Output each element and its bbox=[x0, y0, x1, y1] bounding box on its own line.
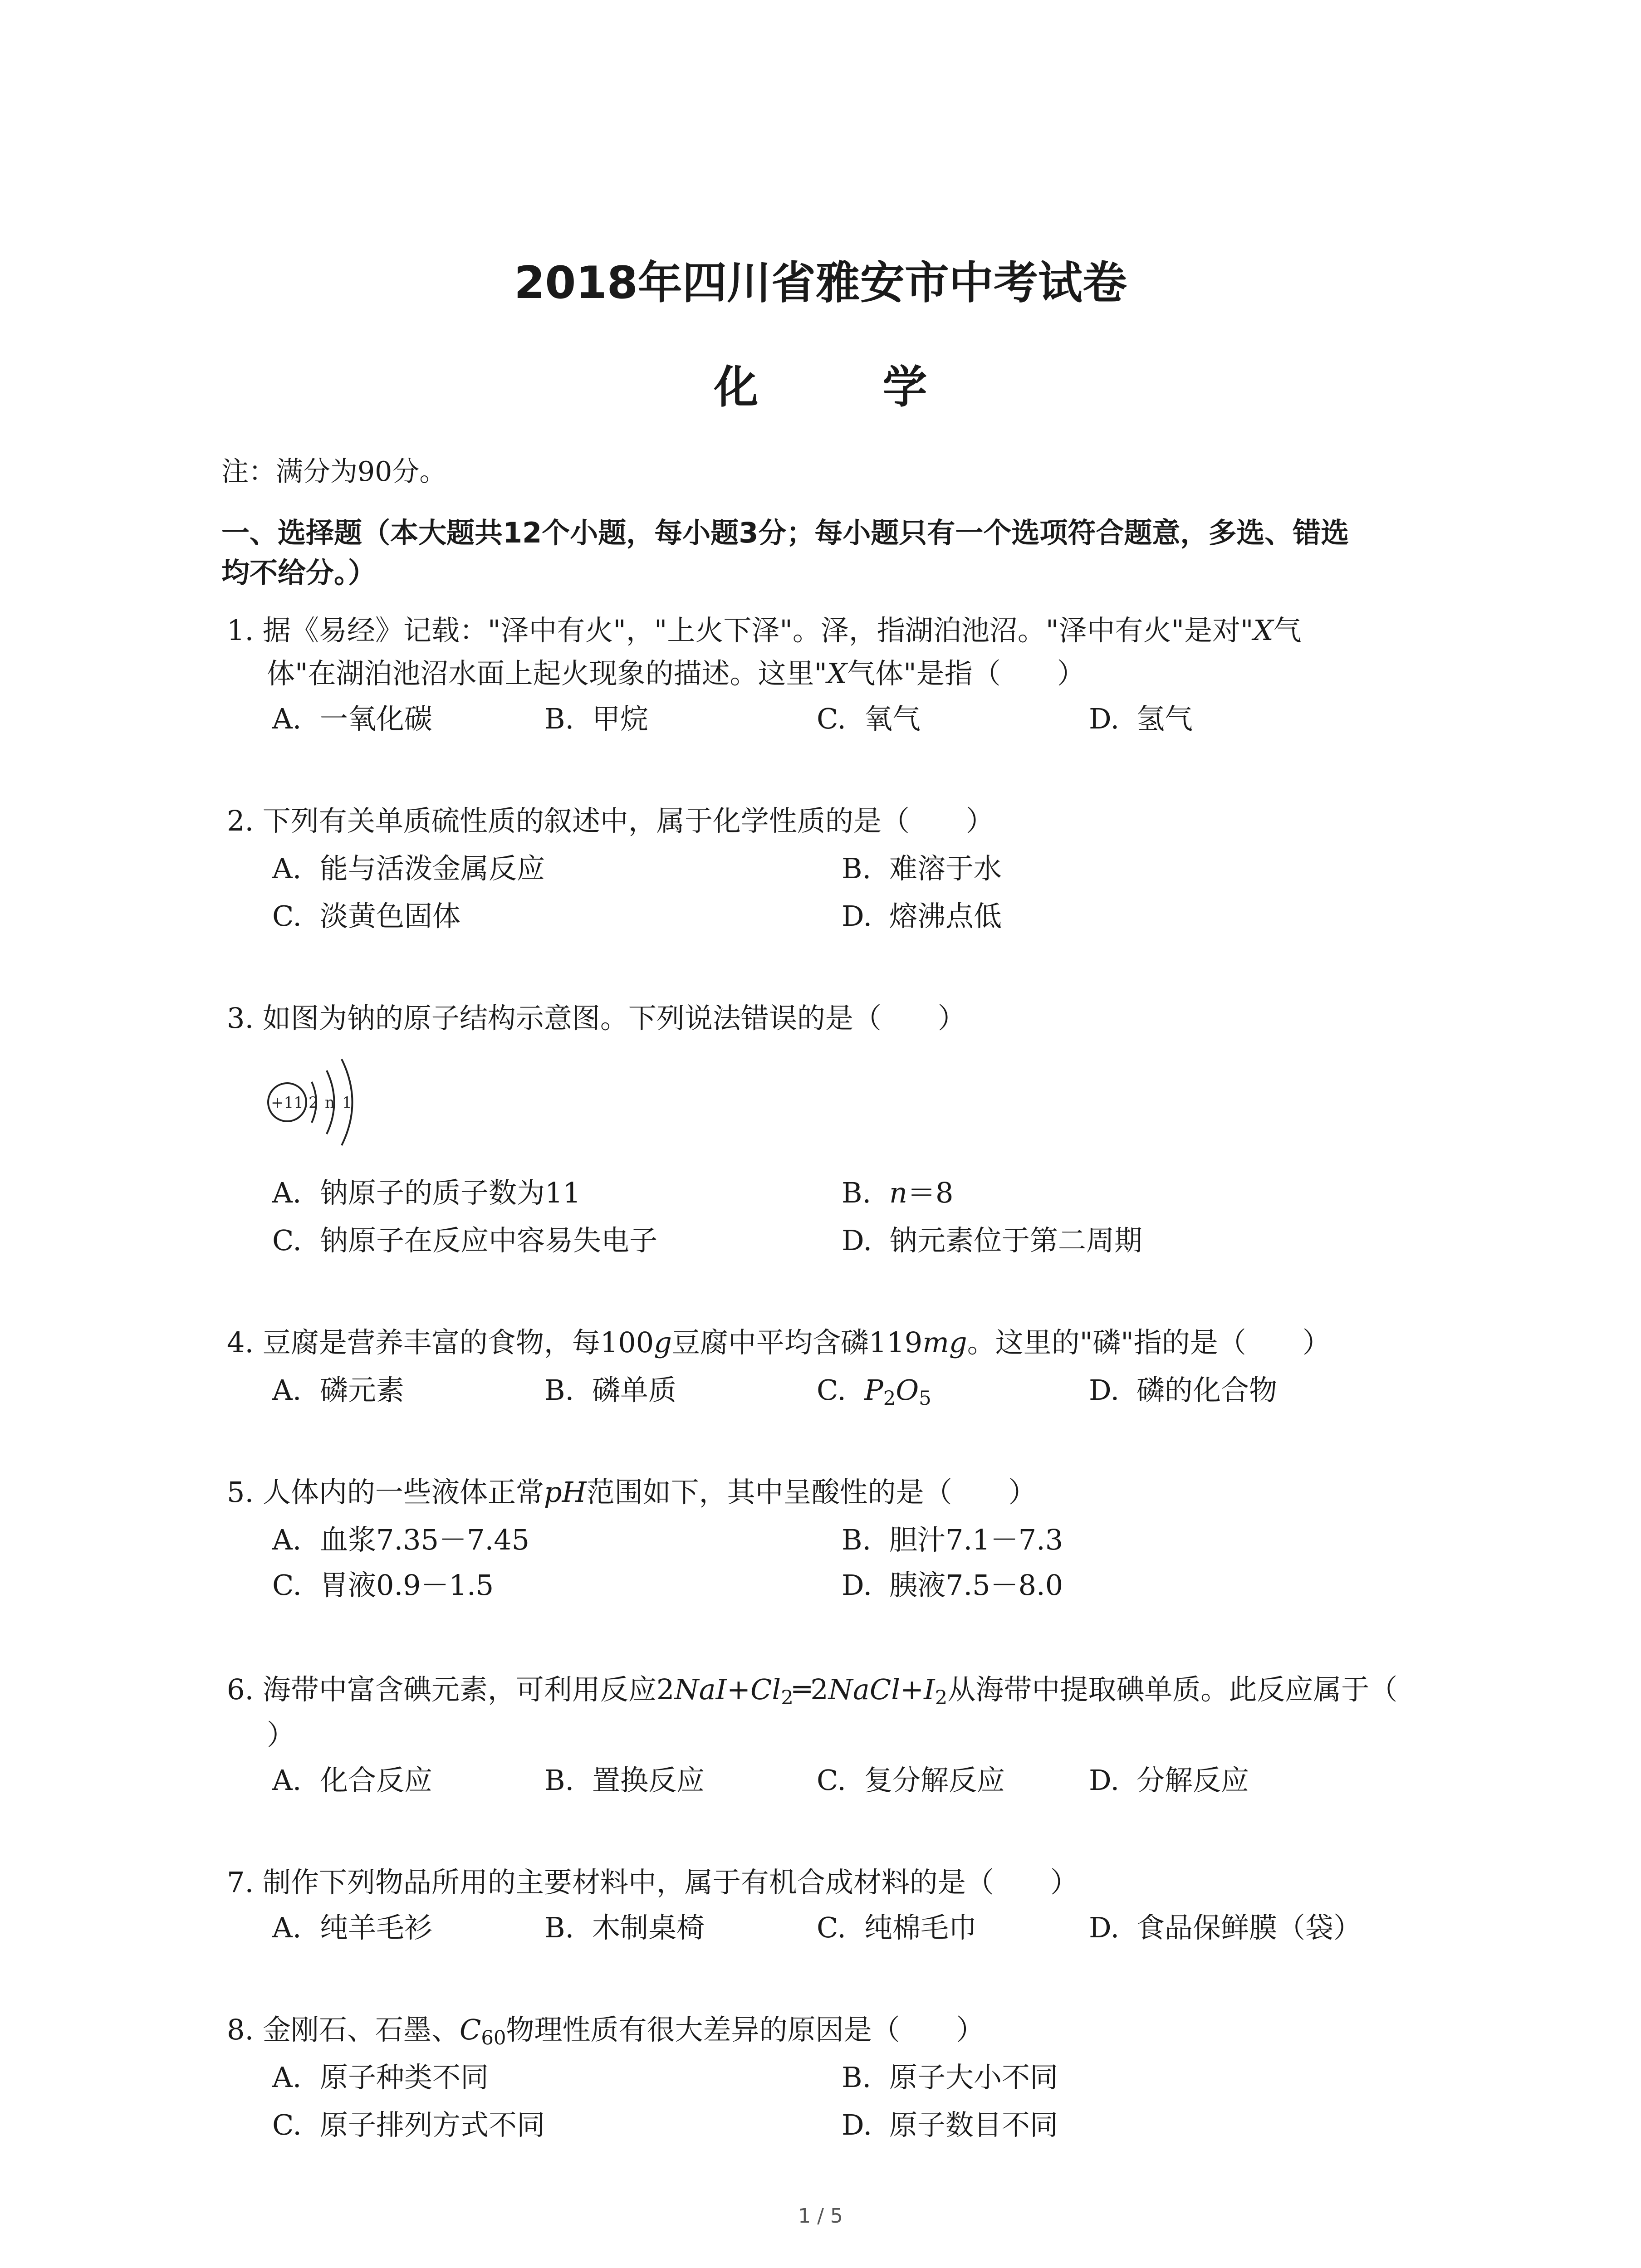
question-5-option-c: C. 胃液0.9－1.5 bbox=[272, 1569, 494, 1602]
question-7-text: 7. 制作下列物品所用的主要材料中，属于有机合成材料的是（ ） bbox=[227, 1866, 1078, 1899]
shell-3-electrons: 1 bbox=[342, 1094, 352, 1112]
subject-title: 化 学 bbox=[714, 362, 982, 413]
page-number: 1 / 5 bbox=[798, 2204, 843, 2228]
question-5-text: 5. 人体内的一些液体正常pH范围如下，其中呈酸性的是（ ） bbox=[227, 1476, 1037, 1509]
question-4-option-c: C. $P_2O_5$ bbox=[817, 1374, 931, 1410]
question-8-option-a: A. 原子种类不同 bbox=[272, 2061, 489, 2094]
question-8-option-c: C. 原子排列方式不同 bbox=[272, 2108, 545, 2141]
section-heading-cont: 均不给分。） bbox=[221, 556, 377, 589]
question-4-option-a: A. 磷元素 bbox=[272, 1374, 405, 1407]
question-2-text: 2. 下列有关单质硫性质的叙述中，属于化学性质的是（ ） bbox=[227, 804, 994, 837]
question-7-option-a: A. 纯羊毛衫 bbox=[272, 1911, 433, 1944]
question-6-option-d: D. 分解反应 bbox=[1089, 1764, 1249, 1797]
question-1-option-a: A. 一氧化碳 bbox=[272, 702, 433, 735]
question-1-line-1: 1. 据《易经》记载："泽中有火"，"上火下泽"。泽，指湖泊池沼。"泽中有火"是对"X气 bbox=[227, 614, 1302, 647]
question-2-option-d: D. 熔沸点低 bbox=[842, 899, 1002, 933]
question-3-option-c: C. 钠原子在反应中容易失电子 bbox=[272, 1224, 658, 1257]
question-4-option-b: B. 磷单质 bbox=[544, 1374, 677, 1407]
question-8-option-d: D. 原子数目不同 bbox=[842, 2108, 1058, 2141]
question-8-text: 8. 金刚石、石墨、$C_{60}$物理性质有很大差异的原因是（ ） bbox=[227, 2013, 985, 2049]
question-1-line-2: 体"在湖泊池沼水面上起火现象的描述。这里"X气体"是指（ ） bbox=[267, 657, 1085, 690]
question-7-option-c: C. 纯棉毛巾 bbox=[817, 1911, 977, 1944]
question-8-option-b: B. 原子大小不同 bbox=[842, 2061, 1058, 2094]
question-3-text: 3. 如图为钠的原子结构示意图。下列说法错误的是（ ） bbox=[227, 1002, 966, 1035]
question-2-option-c: C. 淡黄色固体 bbox=[272, 899, 461, 933]
question-1-option-b: B. 甲烷 bbox=[544, 702, 649, 735]
question-1-option-c: C. 氧气 bbox=[817, 702, 921, 735]
question-3-option-a: A. 钠原子的质子数为11 bbox=[272, 1176, 581, 1209]
question-5-option-a: A. 血浆7.35－7.45 bbox=[272, 1523, 530, 1556]
question-7-option-b: B. 木制桌椅 bbox=[544, 1911, 705, 1944]
nucleus-charge-label: +11 bbox=[271, 1094, 304, 1112]
sodium-atom-structure-diagram bbox=[261, 1039, 370, 1166]
shell-2-electrons: n bbox=[325, 1094, 335, 1112]
question-7-option-d: D. 食品保鲜膜（袋） bbox=[1089, 1911, 1362, 1944]
question-3-option-d: D. 钠元素位于第二周期 bbox=[842, 1224, 1143, 1257]
question-6-option-a: A. 化合反应 bbox=[272, 1764, 433, 1797]
score-note: 注：满分为90分。 bbox=[221, 456, 447, 488]
question-6-line-1: 6. 海带中富含碘元素，可利用反应$2NaI+Cl_2═2NaCl+I_2$从海带中提取碘单质。此反应属于（ bbox=[227, 1673, 1398, 1709]
section-heading: 一、选择题（本大题共12个小题，每小题3分；每小题只有一个选项符合题意，多选、错选 bbox=[221, 516, 1349, 549]
question-4-text: 4. 豆腐是营养丰富的食物，每100g豆腐中平均含磷119mg。这里的"磷"指的是（ ） bbox=[227, 1326, 1331, 1359]
question-5-option-d: D. 胰液7.5－8.0 bbox=[842, 1569, 1063, 1602]
question-5-option-b: B. 胆汁7.1－7.3 bbox=[842, 1523, 1063, 1556]
question-6-line-2: ） bbox=[267, 1718, 295, 1751]
question-2-option-b: B. 难溶于水 bbox=[842, 852, 1002, 885]
question-1-option-d: D. 氢气 bbox=[1089, 702, 1193, 735]
question-2-option-a: A. 能与活泼金属反应 bbox=[272, 852, 545, 885]
question-4-option-d: D. 磷的化合物 bbox=[1089, 1374, 1278, 1407]
shell-1-electrons: 2 bbox=[309, 1094, 318, 1112]
question-3-option-b: B. n＝8 bbox=[842, 1176, 954, 1209]
question-6-option-b: B. 置换反应 bbox=[544, 1764, 705, 1797]
exam-title: 2018年四川省雅安市中考试卷 bbox=[514, 257, 1127, 309]
question-6-option-c: C. 复分解反应 bbox=[817, 1764, 1005, 1797]
